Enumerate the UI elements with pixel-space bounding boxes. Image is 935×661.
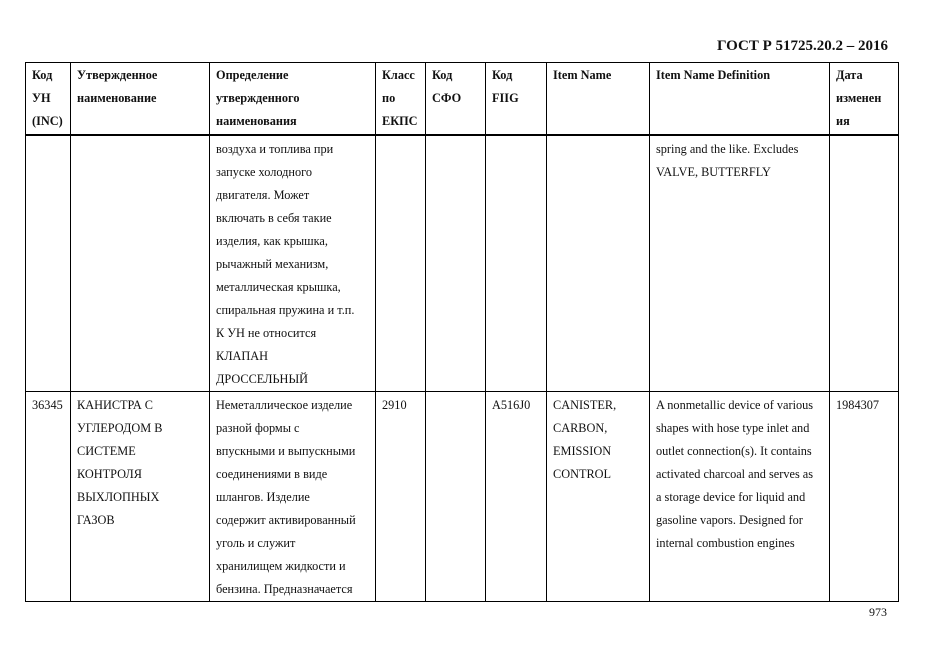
nomenclature-table bbox=[25, 62, 899, 602]
cell-ekps-class bbox=[376, 392, 426, 602]
header-text-line: Item Name bbox=[553, 68, 612, 82]
cell-text-line: впускными и выпускными bbox=[216, 444, 356, 458]
cell-definition-ru bbox=[210, 392, 376, 602]
column-header-inc bbox=[26, 63, 71, 136]
cell-text-line: 36345 bbox=[32, 398, 63, 412]
header-text-line: ЕКПС bbox=[382, 114, 418, 128]
column-header-approved-name bbox=[71, 63, 210, 136]
cell-text-line: изделия, как крышка, bbox=[216, 234, 328, 248]
cell-item-name bbox=[547, 392, 650, 602]
column-header-definition-ru bbox=[210, 63, 376, 136]
header-text-line: FIIG bbox=[492, 91, 519, 105]
cell-text-line: СИСТЕМЕ bbox=[77, 444, 136, 458]
document-standard-header: ГОСТ Р 51725.20.2 – 2016 bbox=[716, 38, 888, 54]
cell-inc bbox=[26, 392, 71, 602]
cell-text-line: запуске холодного bbox=[216, 165, 313, 179]
cell-text-line: a storage device for liquid and bbox=[656, 490, 806, 504]
cell-text-line: бензина. Предназначается bbox=[216, 582, 353, 596]
cell-text-line: рычажный механизм, bbox=[216, 257, 329, 271]
table-row bbox=[26, 392, 899, 602]
header-text-line: Код bbox=[432, 68, 453, 82]
cell-text-line: A516J0 bbox=[492, 398, 531, 412]
header-text-line: наименование bbox=[77, 91, 157, 105]
cell-text-line: К УН не относится bbox=[216, 326, 317, 340]
header-text-line: СФО bbox=[432, 91, 462, 105]
cell-inc bbox=[26, 135, 71, 392]
cell-text-line: воздуха и топлива при bbox=[216, 142, 334, 156]
cell-text-line: ВЫХЛОПНЫХ bbox=[77, 490, 160, 504]
cell-fiig-code bbox=[486, 135, 547, 392]
cell-text-line: 2910 bbox=[382, 398, 407, 412]
cell-text-line: shapes with hose type inlet and bbox=[656, 421, 810, 435]
cell-approved-name bbox=[71, 135, 210, 392]
cell-text-line: CARBON, bbox=[553, 421, 608, 435]
header-text-line: Код bbox=[492, 68, 513, 82]
cell-text-line: CANISTER, bbox=[553, 398, 617, 412]
page-number: 973 bbox=[869, 605, 887, 619]
cell-text-line: ГАЗОВ bbox=[77, 513, 115, 527]
table-header-row bbox=[26, 63, 899, 136]
cell-fiig-code bbox=[486, 392, 547, 602]
cell-text-line: Неметаллическое изделие bbox=[216, 398, 353, 412]
cell-text-line: КАНИСТРА С bbox=[77, 398, 153, 412]
cell-text-line: КЛАПАН bbox=[216, 349, 269, 363]
cell-text-line: activated charcoal and serves as bbox=[656, 467, 814, 481]
cell-sfo-code bbox=[426, 135, 486, 392]
cell-text-line: двигателя. Может bbox=[216, 188, 310, 202]
cell-text-line: шлангов. Изделие bbox=[216, 490, 310, 504]
cell-text-line: КОНТРОЛЯ bbox=[77, 467, 142, 481]
cell-text-line: спиральная пружина и т.п. bbox=[216, 303, 355, 317]
header-text-line: Утвержденное bbox=[77, 68, 158, 82]
cell-ekps-class bbox=[376, 135, 426, 392]
cell-text-line: уголь и служит bbox=[216, 536, 296, 550]
column-header-fiig-code bbox=[486, 63, 547, 136]
cell-item-name-definition bbox=[650, 392, 830, 602]
cell-text-line: хранилищем жидкости и bbox=[216, 559, 346, 573]
table-row bbox=[26, 135, 899, 392]
header-text-line: (INC) bbox=[32, 114, 63, 128]
cell-text-line: металлическая крышка, bbox=[216, 280, 341, 294]
cell-item-name-definition bbox=[650, 135, 830, 392]
column-header-ekps-class bbox=[376, 63, 426, 136]
cell-change-date bbox=[830, 135, 899, 392]
cell-text-line: EMISSION bbox=[553, 444, 612, 458]
cell-text-line: разной формы с bbox=[216, 421, 300, 435]
cell-change-date bbox=[830, 392, 899, 602]
column-header-item-name bbox=[547, 63, 650, 136]
header-text-line: Код bbox=[32, 68, 53, 82]
cell-approved-name bbox=[71, 392, 210, 602]
column-header-sfo-code bbox=[426, 63, 486, 136]
header-text-line: ия bbox=[836, 114, 850, 128]
cell-text-line: УГЛЕРОДОМ В bbox=[77, 421, 163, 435]
cell-text-line: содержит активированный bbox=[216, 513, 356, 527]
header-text-line: изменен bbox=[836, 91, 882, 105]
header-text-line: Дата bbox=[836, 68, 863, 82]
cell-text-line: 1984307 bbox=[836, 398, 880, 412]
cell-text-line: outlet connection(s). It contains bbox=[656, 444, 812, 458]
cell-text-line: ДРОССЕЛЬНЫЙ bbox=[216, 372, 309, 386]
table-body bbox=[26, 135, 899, 602]
cell-definition-ru bbox=[210, 135, 376, 392]
cell-text-line: spring and the like. Excludes bbox=[656, 142, 799, 156]
header-text-line: наименования bbox=[216, 114, 297, 128]
header-text-line: Класс bbox=[382, 68, 415, 82]
header-text-line: утвержденного bbox=[216, 91, 300, 105]
cell-text-line: соединениями в виде bbox=[216, 467, 328, 481]
cell-text-line: включать в себя такие bbox=[216, 211, 332, 225]
header-text-line: по bbox=[382, 91, 396, 105]
column-header-item-name-definition bbox=[650, 63, 830, 136]
cell-text-line: A nonmetallic device of various bbox=[656, 398, 814, 412]
column-header-change-date bbox=[830, 63, 899, 136]
cell-sfo-code bbox=[426, 392, 486, 602]
cell-text-line: gasoline vapors. Designed for bbox=[656, 513, 803, 527]
cell-text-line: internal combustion engines bbox=[656, 536, 795, 550]
cell-item-name bbox=[547, 135, 650, 392]
header-text-line: Определение bbox=[216, 68, 289, 82]
header-text-line: Item Name Definition bbox=[656, 68, 771, 82]
cell-text-line: VALVE, BUTTERFLY bbox=[656, 165, 771, 179]
cell-text-line: CONTROL bbox=[553, 467, 612, 481]
header-text-line: УН bbox=[32, 91, 51, 105]
